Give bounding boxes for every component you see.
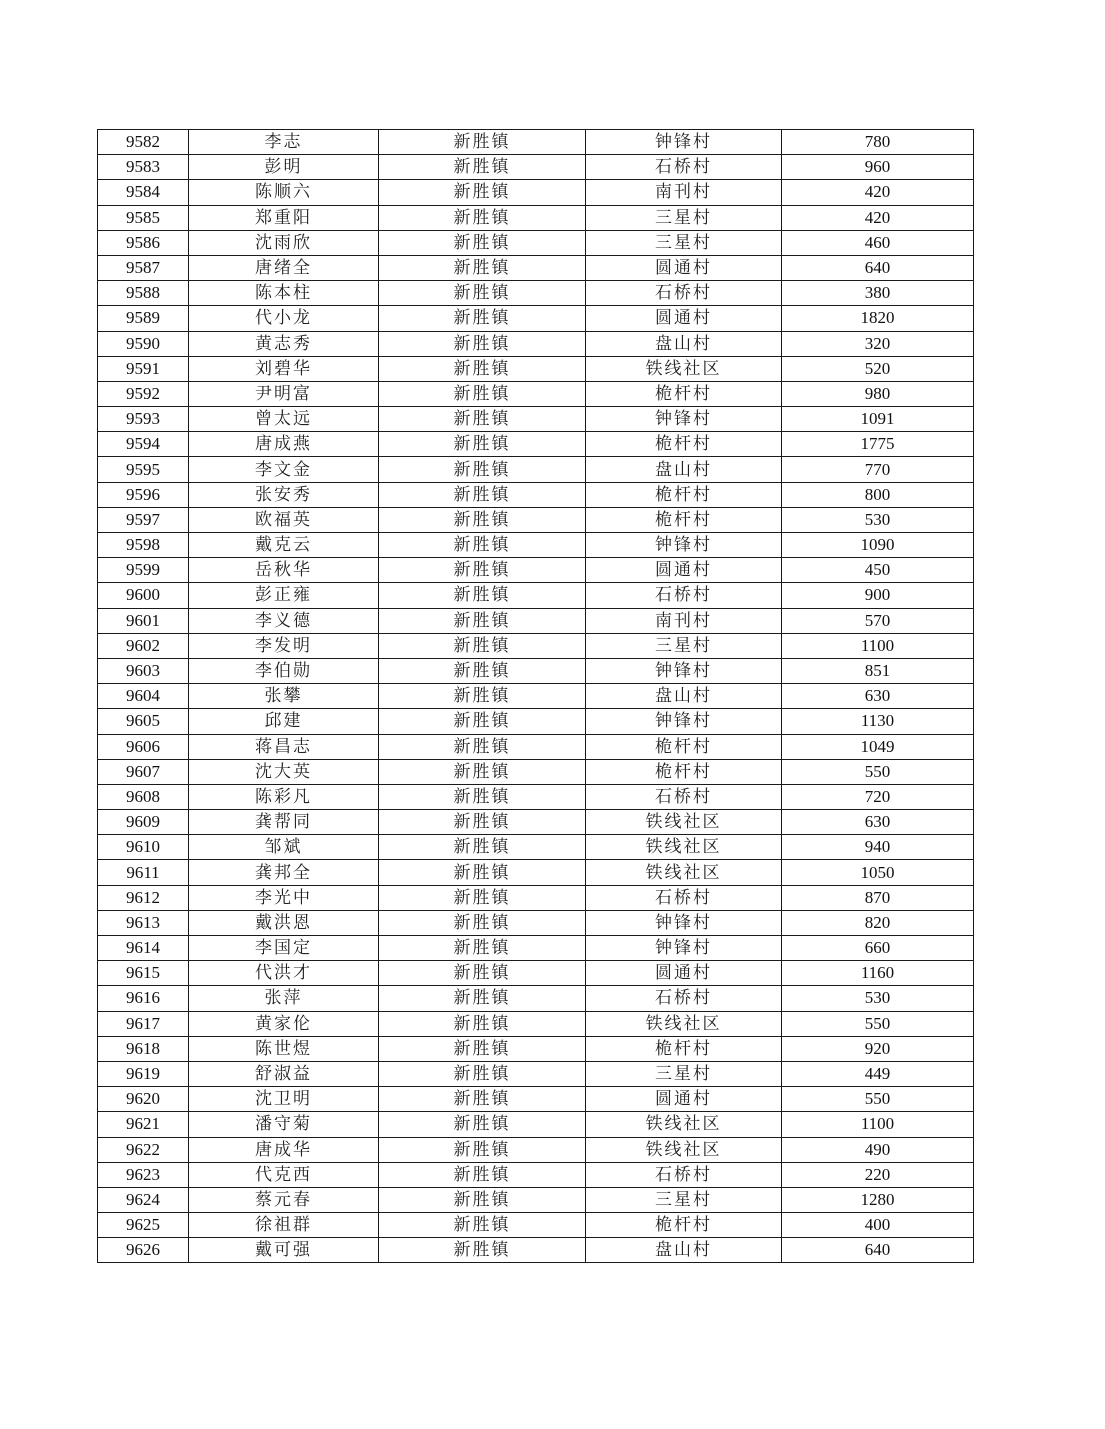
cell-id: 9588 [98, 281, 189, 306]
cell-town: 新胜镇 [379, 331, 586, 356]
roster-table-body [98, 130, 974, 1263]
cell-name: 徐祖群 [189, 1213, 379, 1238]
table-row [98, 684, 974, 709]
table-row [98, 180, 974, 205]
cell-name: 郑重阳 [189, 205, 379, 230]
cell-town: 新胜镇 [379, 658, 586, 683]
cell-amount: 851 [782, 658, 974, 683]
cell-name: 代洪才 [189, 961, 379, 986]
cell-id: 9623 [98, 1162, 189, 1187]
cell-amount: 870 [782, 885, 974, 910]
cell-id: 9592 [98, 381, 189, 406]
table-row [98, 155, 974, 180]
cell-village: 钟锋村 [586, 130, 782, 155]
table-row [98, 936, 974, 961]
cell-amount: 320 [782, 331, 974, 356]
table-row [98, 784, 974, 809]
cell-village: 盘山村 [586, 684, 782, 709]
table-row [98, 910, 974, 935]
table-row [98, 961, 974, 986]
cell-village: 钟锋村 [586, 658, 782, 683]
cell-amount: 780 [782, 130, 974, 155]
cell-amount: 1100 [782, 633, 974, 658]
cell-name: 李国定 [189, 936, 379, 961]
cell-amount: 630 [782, 810, 974, 835]
cell-name: 刘碧华 [189, 356, 379, 381]
cell-id: 9601 [98, 608, 189, 633]
cell-town: 新胜镇 [379, 1061, 586, 1086]
cell-village: 钟锋村 [586, 709, 782, 734]
cell-name: 彭正雍 [189, 583, 379, 608]
cell-id: 9594 [98, 432, 189, 457]
cell-amount: 380 [782, 281, 974, 306]
cell-amount: 550 [782, 1087, 974, 1112]
cell-id: 9598 [98, 533, 189, 558]
cell-town: 新胜镇 [379, 810, 586, 835]
cell-amount: 449 [782, 1061, 974, 1086]
cell-town: 新胜镇 [379, 1187, 586, 1212]
cell-name: 曾太远 [189, 407, 379, 432]
cell-village: 三星村 [586, 1187, 782, 1212]
cell-village: 桅杆村 [586, 1036, 782, 1061]
cell-town: 新胜镇 [379, 381, 586, 406]
cell-town: 新胜镇 [379, 986, 586, 1011]
roster-table [97, 129, 974, 1263]
cell-town: 新胜镇 [379, 784, 586, 809]
cell-name: 张安秀 [189, 482, 379, 507]
cell-amount: 400 [782, 1213, 974, 1238]
cell-town: 新胜镇 [379, 482, 586, 507]
cell-amount: 570 [782, 608, 974, 633]
cell-name: 代小龙 [189, 306, 379, 331]
table-row [98, 482, 974, 507]
cell-id: 9617 [98, 1011, 189, 1036]
cell-amount: 980 [782, 381, 974, 406]
cell-village: 铁线社区 [586, 356, 782, 381]
cell-village: 盘山村 [586, 331, 782, 356]
cell-amount: 960 [782, 155, 974, 180]
cell-name: 蒋昌志 [189, 734, 379, 759]
cell-name: 李文金 [189, 457, 379, 482]
table-row [98, 734, 974, 759]
cell-id: 9589 [98, 306, 189, 331]
table-row [98, 255, 974, 280]
table-row [98, 1112, 974, 1137]
cell-id: 9612 [98, 885, 189, 910]
table-row [98, 835, 974, 860]
cell-village: 桅杆村 [586, 507, 782, 532]
cell-town: 新胜镇 [379, 281, 586, 306]
cell-name: 张攀 [189, 684, 379, 709]
cell-name: 邹斌 [189, 835, 379, 860]
table-row [98, 457, 974, 482]
cell-town: 新胜镇 [379, 1162, 586, 1187]
cell-name: 岳秋华 [189, 558, 379, 583]
table-row [98, 306, 974, 331]
table-row [98, 1087, 974, 1112]
cell-amount: 630 [782, 684, 974, 709]
cell-id: 9607 [98, 759, 189, 784]
cell-amount: 640 [782, 255, 974, 280]
cell-village: 三星村 [586, 230, 782, 255]
cell-village: 钟锋村 [586, 910, 782, 935]
cell-amount: 490 [782, 1137, 974, 1162]
cell-town: 新胜镇 [379, 684, 586, 709]
table-row [98, 633, 974, 658]
table-row [98, 1061, 974, 1086]
cell-id: 9602 [98, 633, 189, 658]
cell-name: 戴克云 [189, 533, 379, 558]
cell-town: 新胜镇 [379, 180, 586, 205]
cell-village: 钟锋村 [586, 533, 782, 558]
cell-village: 三星村 [586, 205, 782, 230]
cell-village: 桅杆村 [586, 1213, 782, 1238]
table-row [98, 205, 974, 230]
cell-id: 9595 [98, 457, 189, 482]
table-row [98, 356, 974, 381]
cell-amount: 550 [782, 1011, 974, 1036]
cell-id: 9600 [98, 583, 189, 608]
cell-town: 新胜镇 [379, 709, 586, 734]
cell-village: 桅杆村 [586, 759, 782, 784]
cell-name: 黄志秀 [189, 331, 379, 356]
cell-id: 9614 [98, 936, 189, 961]
cell-village: 盘山村 [586, 1238, 782, 1263]
table-row [98, 986, 974, 1011]
cell-name: 戴洪恩 [189, 910, 379, 935]
cell-town: 新胜镇 [379, 633, 586, 658]
cell-village: 石桥村 [586, 155, 782, 180]
cell-id: 9604 [98, 684, 189, 709]
cell-name: 沈大英 [189, 759, 379, 784]
table-row [98, 381, 974, 406]
cell-village: 石桥村 [586, 784, 782, 809]
cell-id: 9608 [98, 784, 189, 809]
table-row [98, 507, 974, 532]
cell-town: 新胜镇 [379, 1087, 586, 1112]
cell-id: 9619 [98, 1061, 189, 1086]
cell-name: 陈本柱 [189, 281, 379, 306]
cell-village: 铁线社区 [586, 1011, 782, 1036]
cell-village: 石桥村 [586, 986, 782, 1011]
cell-town: 新胜镇 [379, 1036, 586, 1061]
cell-village: 铁线社区 [586, 835, 782, 860]
cell-id: 9613 [98, 910, 189, 935]
cell-name: 欧福英 [189, 507, 379, 532]
cell-amount: 770 [782, 457, 974, 482]
cell-town: 新胜镇 [379, 885, 586, 910]
cell-village: 铁线社区 [586, 860, 782, 885]
cell-town: 新胜镇 [379, 1011, 586, 1036]
cell-village: 石桥村 [586, 1162, 782, 1187]
cell-village: 圆通村 [586, 306, 782, 331]
cell-village: 圆通村 [586, 961, 782, 986]
cell-amount: 900 [782, 583, 974, 608]
cell-id: 9626 [98, 1238, 189, 1263]
cell-village: 圆通村 [586, 255, 782, 280]
cell-id: 9618 [98, 1036, 189, 1061]
cell-name: 邱建 [189, 709, 379, 734]
table-row [98, 432, 974, 457]
cell-id: 9596 [98, 482, 189, 507]
cell-id: 9587 [98, 255, 189, 280]
table-row [98, 230, 974, 255]
cell-id: 9603 [98, 658, 189, 683]
cell-town: 新胜镇 [379, 734, 586, 759]
cell-name: 李义德 [189, 608, 379, 633]
cell-amount: 1090 [782, 533, 974, 558]
table-row [98, 658, 974, 683]
table-row [98, 583, 974, 608]
cell-id: 9610 [98, 835, 189, 860]
cell-village: 桅杆村 [586, 432, 782, 457]
cell-village: 圆通村 [586, 1087, 782, 1112]
cell-town: 新胜镇 [379, 205, 586, 230]
table-row [98, 1238, 974, 1263]
cell-name: 潘守菊 [189, 1112, 379, 1137]
table-row [98, 885, 974, 910]
cell-id: 9586 [98, 230, 189, 255]
cell-name: 陈彩凡 [189, 784, 379, 809]
table-row [98, 1137, 974, 1162]
cell-town: 新胜镇 [379, 910, 586, 935]
cell-amount: 940 [782, 835, 974, 860]
cell-name: 蔡元春 [189, 1187, 379, 1212]
cell-village: 圆通村 [586, 558, 782, 583]
cell-village: 南刊村 [586, 180, 782, 205]
table-row [98, 1213, 974, 1238]
cell-village: 铁线社区 [586, 1137, 782, 1162]
cell-id: 9621 [98, 1112, 189, 1137]
cell-village: 桅杆村 [586, 734, 782, 759]
cell-id: 9606 [98, 734, 189, 759]
table-row [98, 1011, 974, 1036]
cell-id: 9615 [98, 961, 189, 986]
cell-name: 舒淑益 [189, 1061, 379, 1086]
cell-town: 新胜镇 [379, 860, 586, 885]
cell-town: 新胜镇 [379, 255, 586, 280]
cell-town: 新胜镇 [379, 306, 586, 331]
cell-town: 新胜镇 [379, 1112, 586, 1137]
cell-village: 三星村 [586, 1061, 782, 1086]
table-row [98, 1187, 974, 1212]
cell-amount: 1820 [782, 306, 974, 331]
table-row [98, 709, 974, 734]
cell-town: 新胜镇 [379, 407, 586, 432]
cell-id: 9616 [98, 986, 189, 1011]
table-row [98, 1162, 974, 1187]
cell-town: 新胜镇 [379, 432, 586, 457]
cell-town: 新胜镇 [379, 1213, 586, 1238]
cell-id: 9583 [98, 155, 189, 180]
cell-amount: 1160 [782, 961, 974, 986]
table-row [98, 810, 974, 835]
cell-town: 新胜镇 [379, 457, 586, 482]
cell-town: 新胜镇 [379, 835, 586, 860]
cell-amount: 420 [782, 205, 974, 230]
cell-amount: 530 [782, 986, 974, 1011]
cell-name: 戴可强 [189, 1238, 379, 1263]
cell-amount: 1100 [782, 1112, 974, 1137]
table-row [98, 860, 974, 885]
table-row [98, 407, 974, 432]
cell-town: 新胜镇 [379, 356, 586, 381]
cell-name: 龚帮同 [189, 810, 379, 835]
cell-town: 新胜镇 [379, 130, 586, 155]
table-row [98, 608, 974, 633]
table-row [98, 281, 974, 306]
cell-name: 李光中 [189, 885, 379, 910]
cell-id: 9605 [98, 709, 189, 734]
cell-name: 张萍 [189, 986, 379, 1011]
cell-town: 新胜镇 [379, 759, 586, 784]
cell-town: 新胜镇 [379, 507, 586, 532]
cell-town: 新胜镇 [379, 230, 586, 255]
cell-town: 新胜镇 [379, 583, 586, 608]
cell-village: 钟锋村 [586, 407, 782, 432]
cell-name: 陈顺六 [189, 180, 379, 205]
cell-id: 9590 [98, 331, 189, 356]
cell-amount: 1775 [782, 432, 974, 457]
cell-village: 桅杆村 [586, 381, 782, 406]
cell-id: 9584 [98, 180, 189, 205]
cell-town: 新胜镇 [379, 961, 586, 986]
cell-name: 唐成燕 [189, 432, 379, 457]
cell-village: 桅杆村 [586, 482, 782, 507]
cell-name: 黄家伦 [189, 1011, 379, 1036]
table-row [98, 759, 974, 784]
cell-amount: 920 [782, 1036, 974, 1061]
cell-town: 新胜镇 [379, 608, 586, 633]
cell-name: 尹明富 [189, 381, 379, 406]
cell-amount: 550 [782, 759, 974, 784]
cell-id: 9609 [98, 810, 189, 835]
cell-town: 新胜镇 [379, 1238, 586, 1263]
cell-amount: 450 [782, 558, 974, 583]
cell-id: 9597 [98, 507, 189, 532]
table-row [98, 331, 974, 356]
cell-town: 新胜镇 [379, 155, 586, 180]
cell-amount: 660 [782, 936, 974, 961]
cell-amount: 530 [782, 507, 974, 532]
cell-id: 9611 [98, 860, 189, 885]
table-row [98, 1036, 974, 1061]
cell-name: 沈卫明 [189, 1087, 379, 1112]
cell-name: 李志 [189, 130, 379, 155]
cell-village: 石桥村 [586, 583, 782, 608]
cell-id: 9625 [98, 1213, 189, 1238]
table-row [98, 558, 974, 583]
table-row [98, 533, 974, 558]
cell-id: 9593 [98, 407, 189, 432]
cell-village: 钟锋村 [586, 936, 782, 961]
cell-name: 陈世煜 [189, 1036, 379, 1061]
cell-name: 唐绪全 [189, 255, 379, 280]
cell-town: 新胜镇 [379, 1137, 586, 1162]
cell-village: 石桥村 [586, 281, 782, 306]
cell-amount: 1091 [782, 407, 974, 432]
cell-amount: 520 [782, 356, 974, 381]
cell-name: 李发明 [189, 633, 379, 658]
cell-id: 9591 [98, 356, 189, 381]
table-row [98, 130, 974, 155]
cell-village: 盘山村 [586, 457, 782, 482]
cell-amount: 1130 [782, 709, 974, 734]
cell-village: 铁线社区 [586, 1112, 782, 1137]
cell-name: 彭明 [189, 155, 379, 180]
cell-id: 9624 [98, 1187, 189, 1212]
cell-amount: 1280 [782, 1187, 974, 1212]
cell-amount: 820 [782, 910, 974, 935]
cell-town: 新胜镇 [379, 533, 586, 558]
cell-village: 石桥村 [586, 885, 782, 910]
cell-village: 铁线社区 [586, 810, 782, 835]
cell-amount: 220 [782, 1162, 974, 1187]
cell-id: 9585 [98, 205, 189, 230]
cell-id: 9599 [98, 558, 189, 583]
cell-amount: 800 [782, 482, 974, 507]
cell-amount: 1050 [782, 860, 974, 885]
cell-name: 代克西 [189, 1162, 379, 1187]
cell-town: 新胜镇 [379, 936, 586, 961]
cell-amount: 720 [782, 784, 974, 809]
cell-amount: 1049 [782, 734, 974, 759]
cell-name: 李伯勋 [189, 658, 379, 683]
cell-name: 沈雨欣 [189, 230, 379, 255]
cell-id: 9582 [98, 130, 189, 155]
cell-amount: 460 [782, 230, 974, 255]
cell-id: 9622 [98, 1137, 189, 1162]
cell-name: 唐成华 [189, 1137, 379, 1162]
cell-town: 新胜镇 [379, 558, 586, 583]
cell-name: 龚邦全 [189, 860, 379, 885]
cell-village: 三星村 [586, 633, 782, 658]
cell-id: 9620 [98, 1087, 189, 1112]
cell-amount: 640 [782, 1238, 974, 1263]
cell-amount: 420 [782, 180, 974, 205]
cell-village: 南刊村 [586, 608, 782, 633]
